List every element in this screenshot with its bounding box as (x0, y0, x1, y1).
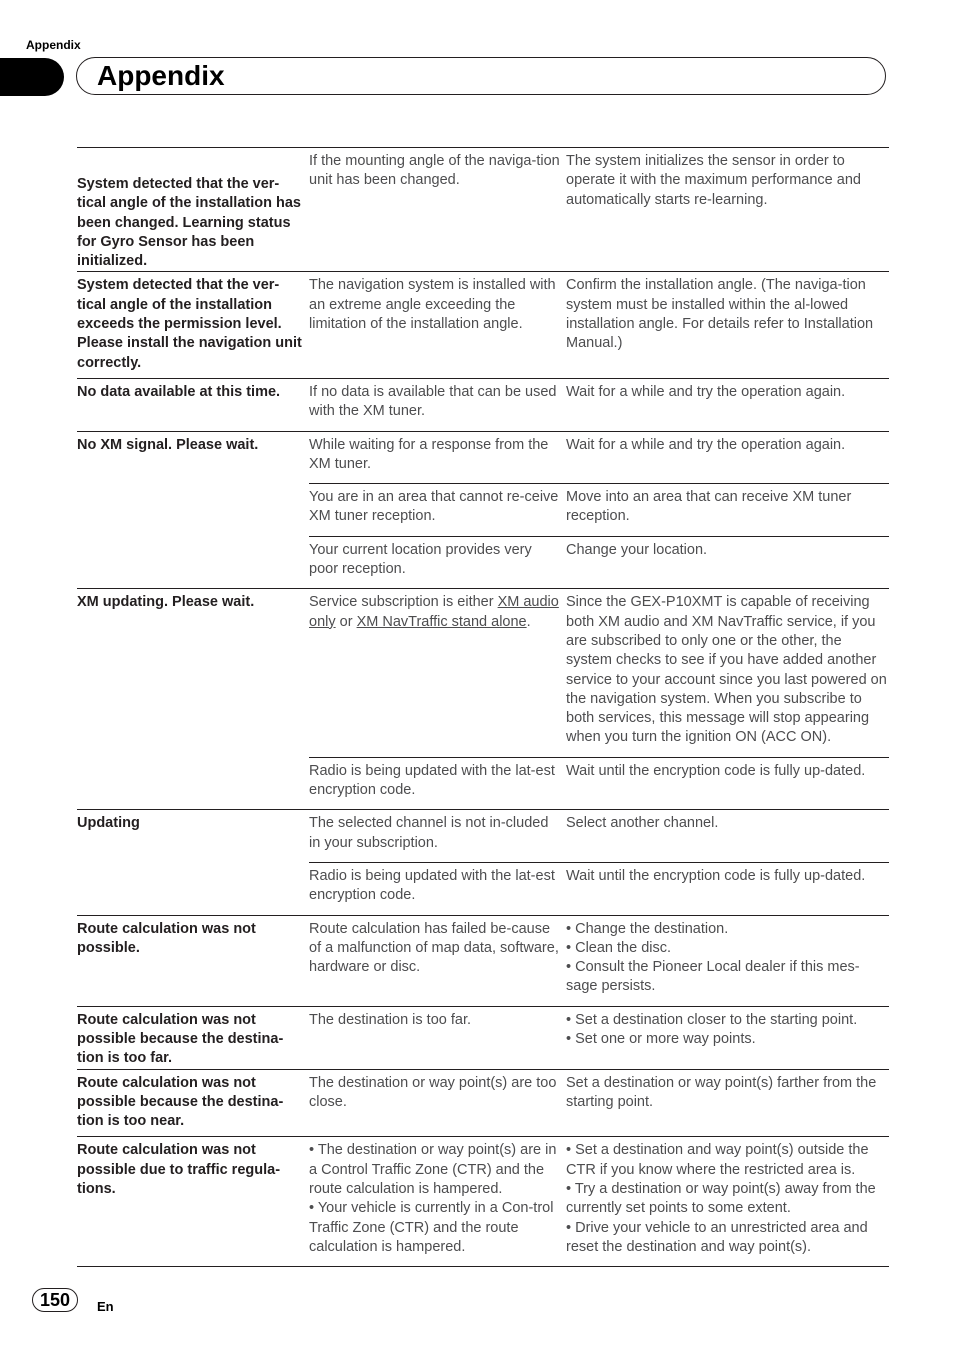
message-cell: No data available at this time. (77, 383, 281, 400)
page-number: 150 (32, 1288, 78, 1312)
message-cell: Route calculation was not possible. (77, 920, 256, 956)
message-cell: XM updating. Please wait. (77, 594, 255, 611)
cause-bullet: • Your vehicle is currently in a Con-trol Traffic Zone (CTR) and the route calculation is hampered. (309, 1200, 554, 1255)
cause-cell: If the mounting angle of the naviga-tion unit has been changed. (309, 153, 560, 189)
title-banner (76, 57, 886, 95)
action-cell (566, 1137, 889, 1266)
message-cell: System detected that the ver-tical angle of the installation has been changed. Learning status for Gyro Sensor has been initialized. (77, 176, 301, 270)
page-title: Appendix (97, 60, 225, 91)
cause-cell: Your current location provides very poor reception. (309, 541, 532, 578)
action-cell: The system initializes the sensor in order to operate it with the maximum performance and automatically starts re-learning. (566, 153, 861, 208)
sub-row (309, 1070, 889, 1122)
sub-row (309, 379, 889, 431)
action-cell: Wait until the encryption code is fully up-dated. (566, 867, 866, 884)
table-row (77, 432, 889, 590)
action-cell: Move into an area that can receive XM tuner reception. (566, 489, 852, 525)
table-row (77, 1070, 889, 1138)
action-cell (566, 916, 889, 1006)
action-cell: Select another channel. (566, 815, 719, 832)
cause-cell: The selected channel is not in-cluded in your subscription. (309, 815, 549, 851)
table-row (77, 589, 889, 810)
cause-text: Service subscription is either (309, 594, 498, 611)
table-row (77, 379, 889, 432)
action-bullet: • Consult the Pioneer Local dealer if this mes-sage persists. (566, 959, 860, 995)
message-cell: No XM signal. Please wait. (77, 436, 259, 453)
sub-row (309, 432, 889, 484)
action-cell (566, 1007, 889, 1059)
section-tab-marker (0, 58, 64, 96)
sub-row (309, 483, 889, 536)
cause-cell: The destination is too far. (309, 1011, 472, 1028)
action-bullet: • Clean the disc. (566, 939, 672, 956)
action-cell: Set a destination or way point(s) farther from the starting point. (566, 1074, 877, 1110)
action-bullet: • Set a destination and way point(s) outside the CTR if you know where the restricted area is. (566, 1142, 869, 1178)
sub-row (309, 1137, 889, 1266)
cause-cell: Route calculation has failed be-cause of a malfunction of map data, software, hardware or disc. (309, 920, 559, 976)
cause-cell: While waiting for a response from the XM tuner. (309, 436, 549, 472)
message-table (77, 147, 889, 1267)
action-cell: Wait for a while and try the operation again. (566, 383, 846, 400)
table-row (77, 148, 889, 272)
table-row (77, 1007, 889, 1070)
cause-cell: Radio is being updated with the lat-est encryption code. (309, 867, 555, 904)
language-code: En (97, 1299, 114, 1314)
sub-row (309, 536, 889, 589)
message-cell: Updating (77, 815, 140, 832)
sub-row (309, 1007, 889, 1059)
action-bullet: • Set one or more way points. (566, 1030, 756, 1047)
sub-row (309, 272, 889, 362)
message-cell: Route calculation was not possible due to traffic regula-tions. (77, 1142, 281, 1198)
cause-cell: You are in an area that cannot re-ceive XM tuner reception. (309, 489, 559, 525)
action-bullet: • Set a destination closer to the starting point. (566, 1011, 858, 1028)
cause-text: or (335, 613, 357, 630)
xm-audio-only-link[interactable]: XM audio only (309, 594, 559, 630)
action-cell: Wait for a while and try the operation again. (566, 436, 846, 453)
cause-cell: Radio is being updated with the lat-est encryption code. (309, 762, 555, 799)
action-bullet: • Change the destination. (566, 920, 729, 937)
cause-bullet: • The destination or way point(s) are in a Control Traffic Zone (CTR) and the route calculation is hampered. (309, 1142, 557, 1198)
action-cell: Confirm the installation angle. (The naviga-tion system must be installed within the al-lowed installation angle. For details refer to Installation Manual.) (566, 277, 874, 352)
action-cell: Wait until the encryption code is fully up-dated. (566, 762, 866, 779)
sub-row (309, 589, 889, 756)
table-row (77, 272, 889, 378)
cause-cell: If no data is available that can be used with the XM tuner. (309, 383, 557, 420)
running-head: Appendix (26, 38, 81, 52)
cause-cell (309, 1137, 566, 1266)
sub-row (309, 916, 889, 1006)
action-cell: Since the GEX-P10XMT is capable of receiving both XM audio and XM NavTraffic service, if you are subscribed to only one or the other, the system checks to see if you have added another service to your account since you last powered on the navigation system. When you subscribe to both services, this message will stop appearing when you turn the ignition ON (ACC ON). (566, 594, 887, 746)
sub-row (309, 862, 889, 915)
cause-cell: The destination or way point(s) are too close. (309, 1074, 557, 1110)
xm-navtraffic-link[interactable]: XM NavTraffic stand alone (356, 613, 527, 630)
sub-row (309, 757, 889, 810)
action-bullet: • Drive your vehicle to an unrestricted area and reset the destination and way point(s). (566, 1219, 868, 1255)
message-cell: Route calculation was not possible because the destina-tion is too near. (77, 1074, 284, 1130)
action-cell: Change your location. (566, 541, 708, 558)
cause-cell (309, 589, 566, 756)
cause-text: . (526, 613, 531, 630)
message-cell: Route calculation was not possible because the destina-tion is too far. (77, 1011, 284, 1067)
cause-cell: The navigation system is installed with an extreme angle exceeding the limitation of the installation angle. (309, 277, 556, 333)
table-row (77, 916, 889, 1007)
sub-row (309, 148, 889, 266)
message-cell: System detected that the ver-tical angle of the installation exceeds the permission level. Please install the navigation unit correctly. (77, 277, 302, 371)
table-row (77, 810, 889, 915)
table-row (77, 1137, 889, 1267)
action-bullet: • Try a destination or way point(s) away from the currently set points to some extent. (566, 1181, 876, 1217)
sub-row (309, 810, 889, 862)
